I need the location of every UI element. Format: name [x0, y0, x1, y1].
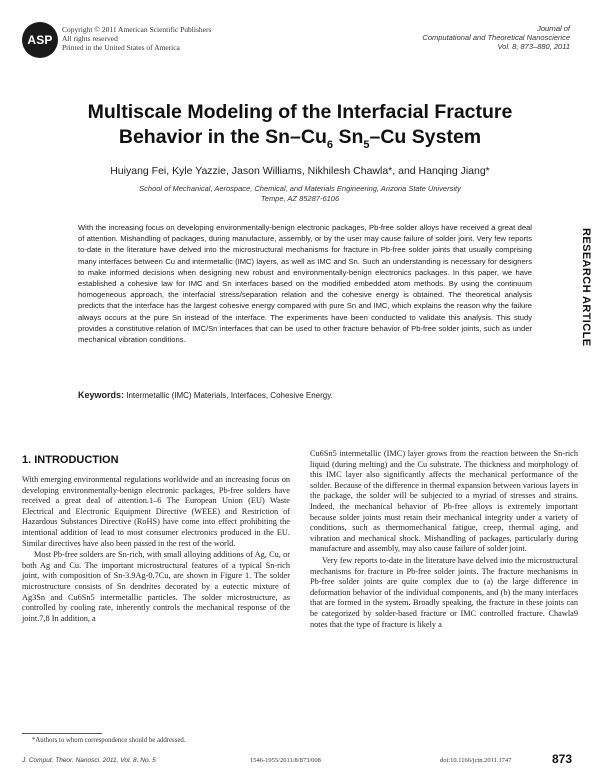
- paper-title: [40, 100, 560, 158]
- footnote-rule: [22, 733, 102, 734]
- footer-doi: doi:10.1166/jctn.2011.1747: [440, 757, 512, 764]
- affiliation-line-1: School of Mechanical, Aerospace, Chemical, and Materials Engineering, Arizona State University: [139, 184, 461, 193]
- footer-citation: J. Comput. Theor. Nanosci. 2011, Vol. 8, No. 5: [22, 757, 156, 764]
- title-line-2-mid: Sn: [333, 126, 364, 148]
- publisher-printed: Printed in the United States of America: [62, 43, 180, 52]
- intro-paragraph-3: Cu6Sn5 intermetallic (IMC) layer grows from the reaction between the Sn-rich liquid (during melting) and the Cu substrate. The thickness and morphology of this IMC layer also significantly affects the mechanical performance of the solder. Because of the difference in thermal expansion between various layers in the package, the solder will be subjected to a myriad of stresses and strains. Indeed, the mechanical behavior of Pb-free alloys is extremely important because solder joints must retain their mechanical integrity under a variety of conditions, such as thermomechanical fatigue, creep, thermal aging, and vibration and mechanical shock. Mishandling of packages, particularly during manufacture and assembly, may also cause failure of solder joint.: [310, 449, 578, 554]
- footer-issn: 1546-1955/2011/8/873/008: [250, 757, 321, 764]
- publisher-logo: [22, 22, 58, 58]
- intro-paragraph-1: With emerging environmental regulations worldwide and an increasing focus on developing environmentally-benign electronic packages, Pb-free solders have received a great deal of attention.1–6 The European Union (EU) Waste Electrical and Electronic Equipment Directive (WEEE) and Restriction of Hazardous Substances Directive (RoHS) have come into effect prohibiting the intentional addition of lead to most consumer electronics produced in the EU. Similar directives have also been passed in the rest of the world.: [22, 475, 290, 548]
- journal-of: Journal of: [537, 24, 570, 33]
- title-line-2-post: –Cu System: [369, 126, 482, 148]
- journal-name: Computational and Theoretical Nanoscience: [422, 33, 570, 42]
- title-line-2-pre: Behavior in the Sn–Cu: [118, 126, 327, 148]
- affiliation-line-2: Tempe, AZ 85287-6106: [260, 194, 340, 203]
- footnote: *Authors to whom correspondence should be addressed.: [32, 737, 186, 744]
- title-sub-1: 6: [326, 138, 334, 151]
- title-line-2: [40, 125, 560, 158]
- journal-info: [422, 24, 570, 51]
- author-list: Huiyang Fei, Kyle Yazzie, Jason Williams, Nikhilesh Chawla*, and Hanqing Jiang*: [110, 165, 490, 177]
- publisher-copyright: Copyright © 2011 American Scientific Publishers: [62, 25, 212, 34]
- right-column: [310, 449, 578, 630]
- publisher-info: [62, 25, 211, 52]
- intro-paragraph-4: Very few reports to-date in the literature have delved into the microstructural mechanisms for fracture in Pb-free solder joints. The fracture mechanisms in Pb-free solder joints are quite complex due to (a) the large difference in deformation behavior of the individual components, and (b) the many interfaces that are formed in the system. Broadly speaking, the fracture in these joints can be categorized by solder-based fracture or IMC controlled fracture. Chawla9 notes that the type of fracture is likely a: [310, 555, 578, 629]
- research-article-label: RESEARCH ARTICLE: [580, 228, 592, 347]
- keywords-text: Intermetallic (IMC) Materials, Interfaces, Cohesive Energy.: [126, 391, 333, 400]
- title-line-1: Multiscale Modeling of the Interfacial Fracture: [87, 101, 513, 123]
- intro-paragraph-2: Most Pb-free solders are Sn-rich, with small alloying additions of Ag, Cu, or both Ag and Cu. The important microstructural features of a typical Sn-rich joint, with composition of Sn-3.9Ag-0.7Cu, are shown in Figure 1. The solder microstructure consists of Sn dendrites decorated by a eutectic mixture of Ag3Sn and Cu6Sn5 intermetallic particles. The solder microstructure, as controlled by cooling rate, inherently controls the mechanical response of the joint.7,8 In addition, a: [22, 550, 290, 623]
- abstract: With the increasing focus on developing environmentally-benign electronic packages, Pb-free solder alloys have received a great deal of attention. Mishandling of packages, during manufacture, assembly, or by the user may cause failure of solder joint. Very few reports to-date in the literature have delved into the microstructural mechanisms for fracture in Pb-free solder joints that usually comprising many interfaces between Cu and intermetallic (IMC) layers, as well as IMC and Sn. Such an understanding is necessary for designers to make informed decisions when designing new robust and environmentally-benign electronics packages. In this paper, we have established a cohesive law for IMC and Sn interfaces based on the modified embedded atom methods. By using the continuum homogeneous approach, the interfacial stress/separation relation and the cohesive energy is obtained. The theoretical analysis predicts that the interface has the largest cohesive energy compared with pure Sn and IMC, which explains the reason why the failure always occurs at the pure Sn instead of the interface. The experiments have been conducted to validate this analysis. This study provides a constitutive relation of IMC/Sn interfaces that can be used to other fracture behavior of Pb-free solder joints, such as under mechanical vibration conditions.: [78, 223, 532, 345]
- keywords-label: Keywords:: [78, 390, 125, 400]
- keywords: [78, 390, 532, 400]
- publisher-rights: All rights reserved: [62, 34, 118, 43]
- section-heading: 1. INTRODUCTION: [22, 454, 119, 466]
- title-sub-2: 5: [363, 138, 370, 151]
- journal-volume: Vol. 8, 873–880, 2011: [497, 42, 570, 51]
- publisher-logo-text: ASP: [27, 33, 53, 47]
- left-column: [22, 475, 290, 624]
- page-number: 873: [551, 752, 572, 766]
- affiliation: [40, 184, 560, 204]
